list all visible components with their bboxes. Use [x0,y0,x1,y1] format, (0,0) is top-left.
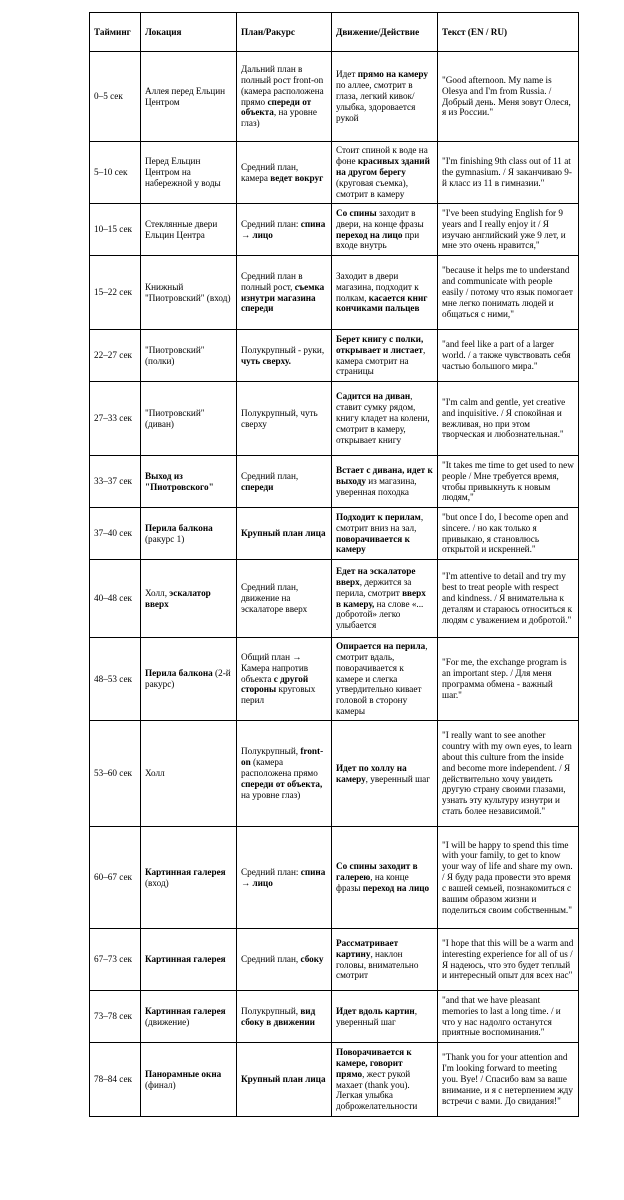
text-run: Стеклянные двери Ельцин Центра [145,218,218,240]
timing-cell: 0–5 сек [90,52,141,142]
text-run: спереди от объекта [241,96,312,118]
shot-cell [237,256,332,330]
script-text-cell: "I really want to see another country with my own eyes, to learn about this culture from the inside and become more independent. / Я действительно хочу увидеть другую страну своими глазами, узнать эту культуру изнутри и стать более независимой." [438,721,579,827]
location-cell [141,929,237,991]
table-row [90,638,579,721]
location-cell [141,991,237,1043]
text-run: из магазина, уверенная походка [336,476,417,497]
text-run: Перила балкона [145,668,213,679]
text-run: спина → лицо [241,866,326,888]
location-cell [141,256,237,330]
table-row [90,508,579,560]
location-cell [141,1043,237,1117]
text-run: спереди от объекта, [241,778,323,789]
shot-cell [237,142,332,204]
shot-cell [237,382,332,456]
action-cell [332,638,438,721]
text-run: Идет вдоль картин [336,1005,415,1016]
text-run: , на конце фразы [336,872,409,893]
text-run: , наклон головы, внимательно смотрит [336,948,419,981]
action-cell [332,721,438,827]
table-row [90,827,579,929]
text-run: эскалатор вверх [145,587,211,609]
text-run: Средний план, [241,470,299,481]
timing-cell: 33–37 сек [90,456,141,508]
text-run: Рассматривает картину [336,937,399,959]
text-run: по аллее, смотрит в глаза, легкий кивок/улыбка, здоровается рукой [336,80,416,123]
table-row [90,721,579,827]
text-run: Едет на эскалаторе вверх [336,565,416,587]
text-run: "Пиотровский" (диван) [145,407,205,429]
text-run: Перед Ельцин Центром на набережной у воды [145,156,221,188]
text-run: круговых перил [241,684,316,706]
location-cell [141,330,237,382]
text-run: Аллея перед Ельцин Центром [145,85,226,107]
text-run: , на уровне глаз) [241,107,317,129]
action-cell [332,1043,438,1117]
text-run: при входе внутрь [336,229,420,251]
action-cell [332,256,438,330]
action-cell [332,142,438,204]
shot-cell [237,560,332,638]
text-run: Поворачивается к камере, говорит прямо [336,1046,412,1079]
shot-cell [237,1043,332,1117]
timing-cell: 10–15 сек [90,204,141,256]
timing-cell: 40–48 сек [90,560,141,638]
timing-cell: 73–78 сек [90,991,141,1043]
text-run: вид сбоку в движении [241,1005,316,1027]
text-run: front-on [241,746,324,768]
text-run: Холл [145,768,165,779]
text-run: Перила балкона [145,522,213,533]
script-text-cell: "I hope that this will be a warm and interesting experience for all of us / Я надеюсь, что это будет теплый и интересный опыт для всех нас" [438,929,579,991]
text-run: Со спины заходит в галерею [336,861,418,883]
action-cell [332,929,438,991]
action-cell [332,991,438,1043]
text-run: , жест рукой махает (thank you). Легкая улыбка доброжелательности [336,1068,418,1112]
action-cell [332,456,438,508]
timing-cell: 53–60 сек [90,721,141,827]
location-cell [141,204,237,256]
timing-cell: 22–27 сек [90,330,141,382]
text-run: (круговая съемка), смотрит в камеру [336,177,409,199]
text-run: (вход) [145,877,169,888]
text-run: Картинная галерея [145,1005,226,1016]
table-row [90,991,579,1043]
text-run: "Пиотровский" (полки) [145,344,205,366]
script-text-cell: "but once I do, I become open and sincere. / но как только я привыкаю, я становлюсь открытой и искренней." [438,508,579,560]
location-cell [141,508,237,560]
action-cell [332,204,438,256]
timing-cell: 15–22 сек [90,256,141,330]
text-run: съемка изнутри магазина спереди [241,281,325,314]
action-cell [332,827,438,929]
shot-cell [237,721,332,827]
text-run: , смотрит вниз на зал, [336,511,424,533]
text-run: (финал) [145,1079,176,1090]
table-row [90,382,579,456]
action-cell [332,52,438,142]
text-run: ведет вокруг [270,172,324,183]
text-run: заходит в двери, на конце фразы [336,207,424,229]
shot-cell [237,638,332,721]
text-run: (камера расположена прямо [241,757,318,779]
text-run: , уверенный шаг [365,773,431,784]
text-run: Берет книгу с полки, открывает и листает [336,333,424,355]
text-run: Книжный "Пиотровский" (вход) [145,281,231,303]
text-run: Средний план в полный рост, [241,270,303,292]
text-run: Полукрупный, [241,746,301,757]
header-location: Локация [141,13,237,52]
text-run: Заходит в двери магазина, подходит к полкам, [336,270,419,303]
script-text-cell: "and that we have pleasant memories to last a long time. / и что у нас надолго останутся приятные воспоминания." [438,991,579,1043]
text-run: Идет [336,69,358,80]
script-text-cell: "Thank you for your attention and I'm looking forward to meeting you. Bye! / Спасибо вам за ваше внимание, и я с нетерпением жду встречи с вами. До свидания!" [438,1043,579,1117]
timing-cell: 78–84 сек [90,1043,141,1117]
text-run: , ставит сумку рядом, книгу кладет на колени, смотрит в камеру, открывает книгу [336,391,430,445]
text-run: Садится на диван [336,391,411,402]
text-run: Общий план → Камера напротив объекта [241,651,309,684]
text-run: прямо на камеру [357,69,428,80]
shot-cell [237,991,332,1043]
table-body [90,52,579,1117]
header-text: Текст (EN / RU) [438,13,579,52]
text-run: (движение) [145,1016,190,1027]
text-run: (ракурс 1) [145,533,185,544]
text-run: с другой стороны [241,673,309,695]
location-cell [141,638,237,721]
script-text-cell: "I'm attentive to detail and try my best to treat people with respect and kindness. / Я внимательна к деталям и стараюсь относиться к людям с уважением и добротой." [438,560,579,638]
text-run: на слове «... добротой» легко улыбается [336,598,424,631]
text-run: Средний план: [241,866,301,877]
text-run: , камера смотрит на страницы [336,344,426,377]
shot-cell [237,52,332,142]
header-action: Движение/Действие [332,13,438,52]
header-shot: План/Ракурс [237,13,332,52]
timing-cell: 5–10 сек [90,142,141,204]
shot-cell [237,204,332,256]
location-cell [141,827,237,929]
text-run: , держится за перила, смотрит [336,576,412,598]
script-text-cell: "For me, the exchange program is an important step. / Для меня программа обмена - важный шаг." [438,638,579,721]
text-run: Средний план, [241,954,301,965]
text-run: поворачивается к камеру [336,533,410,555]
shot-cell [237,827,332,929]
table-row [90,52,579,142]
text-run: чуть сверху. [241,355,291,366]
header-timing: Тайминг [90,13,141,52]
script-text-cell: "Good afternoon. My name is Olesya and I'm from Russia. / Добрый день. Меня зовут Олеся, я из России." [438,52,579,142]
location-cell [141,456,237,508]
text-run: Холл, [145,587,170,598]
text-run: касается книг кончиками пальцев [336,292,428,314]
table-row [90,560,579,638]
table-row [90,256,579,330]
script-text-cell: "I will be happy to spend this time with your family, to get to know your way of life and share my own. / Я буду рада провести это время с вашей семьей, познакомиться с вашим образом жизни и поделиться своим собственным." [438,827,579,929]
text-run: на уровне глаз) [241,789,301,800]
text-run: Средний план, камера [241,161,299,183]
shot-cell [237,456,332,508]
text-run: красивых зданий на другом берегу [336,156,430,178]
location-cell [141,52,237,142]
action-cell [332,508,438,560]
table-row [90,929,579,991]
text-run: Крупный план лица [241,1074,326,1085]
action-cell [332,330,438,382]
text-run: Средний план, движение на эскалаторе вверх [241,582,308,614]
script-text-cell: "I'm finishing 9th class out of 11 at the gymnasium. / Я заканчиваю 9-й класс из 11 в гимназии." [438,142,579,204]
script-text-cell: "and feel like a part of a larger world. / а также чувствовать себя частью большого мира." [438,330,579,382]
text-run: , смотрит вдаль, поворачивается к камере и слегка утвердительно кивает головой в сторону камеры [336,641,428,717]
timing-cell: 48–53 сек [90,638,141,721]
text-run: Крупный план лица [241,528,326,539]
text-run: Картинная галерея [145,866,226,877]
header-row [90,13,579,52]
action-cell [332,382,438,456]
text-run: Встает с дивана, идет к выходу [336,465,433,487]
text-run: спереди [241,481,274,492]
text-run: Стоит спиной к воде на фоне [336,145,428,167]
text-run: Полукрупный, [241,1005,301,1016]
text-run: , уверенный шаг [336,1005,417,1027]
timing-cell: 67–73 сек [90,929,141,991]
text-run: Опирается на перила [336,641,426,651]
text-run: Подходит к перилам [336,511,421,522]
text-run: сбоку [300,954,324,965]
location-cell [141,142,237,204]
table-row [90,456,579,508]
shot-cell [237,330,332,382]
text-run: Картинная галерея [145,954,226,965]
script-text-cell: "It takes me time to get used to new people / Мне требуется время, чтобы привыкнуть к новым людям," [438,456,579,508]
text-run: Панорамные окна [145,1068,222,1079]
script-text-cell: "I've been studying English for 9 years and I really enjoy it / Я изучаю английский уже 9 лет, и мне это очень нравится," [438,204,579,256]
table-row [90,1043,579,1117]
text-run: (2-й ракурс) [145,668,231,689]
script-text-cell: "because it helps me to understand and communicate with people easily / потому что язык помогает мне легко понимать людей и общаться с ними," [438,256,579,330]
text-run: Выход из "Пиотровского" [145,470,214,492]
text-run: переход на лицо [336,229,403,240]
text-run: Дальний план в полный рост front-on (камера расположена прямо [241,63,324,107]
storyboard-table [89,12,579,1117]
text-run: Идет по холлу на камеру [336,762,407,784]
table-row [90,142,579,204]
shot-cell [237,508,332,560]
table-row [90,204,579,256]
action-cell [332,560,438,638]
text-run: спина → лицо [241,218,326,240]
timing-cell: 37–40 сек [90,508,141,560]
text-run: Полукрупный - руки, [241,344,325,355]
text-run: переход на лицо [362,882,430,893]
location-cell [141,560,237,638]
text-run: Полукрупный, чуть сверху [241,407,318,429]
location-cell [141,382,237,456]
location-cell [141,721,237,827]
text-run: вверх в камеру, [336,587,426,609]
script-text-cell: "I'm calm and gentle, yet creative and inquisitive. / Я спокойная и вежливая, но при этом творческая и любознательная." [438,382,579,456]
text-run: Средний план: [241,218,301,229]
shot-cell [237,929,332,991]
table-row [90,330,579,382]
timing-cell: 60–67 сек [90,827,141,929]
timing-cell: 27–33 сек [90,382,141,456]
text-run: Со спины [336,207,377,218]
